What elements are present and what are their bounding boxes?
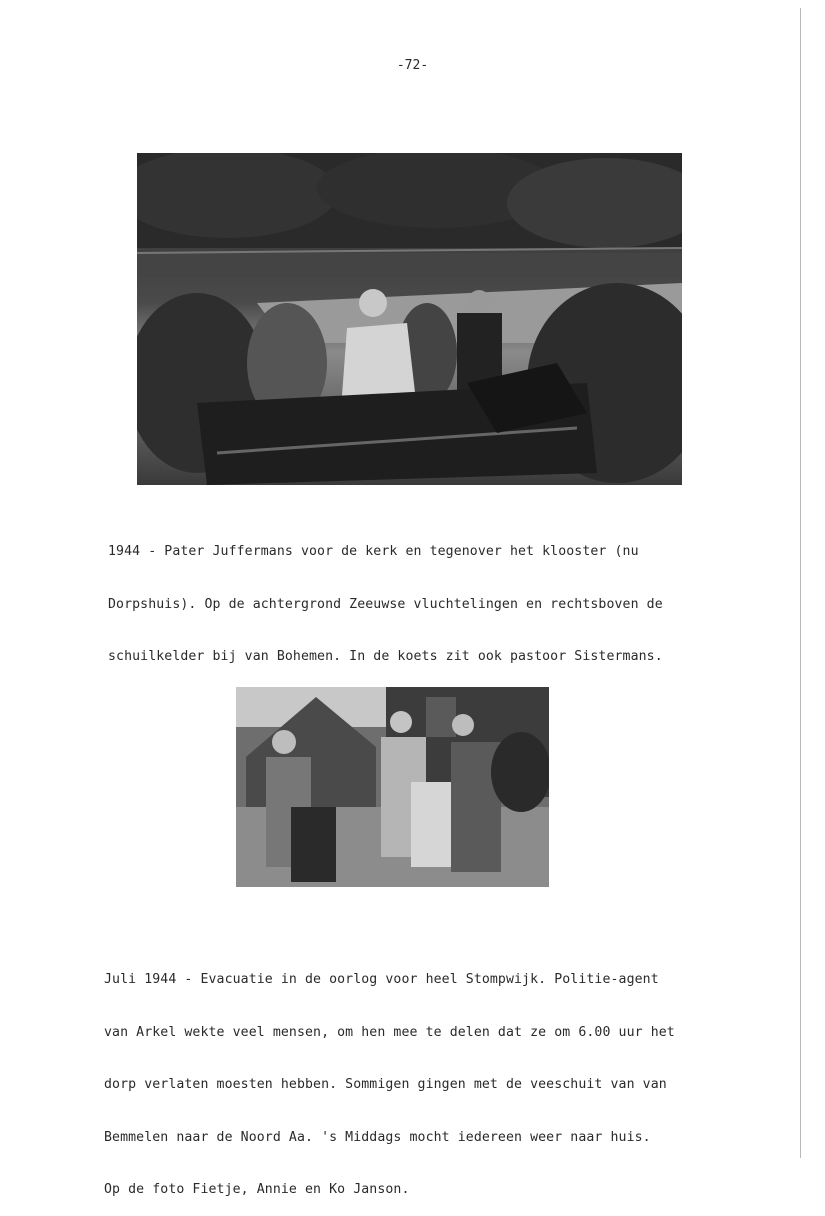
caption-line: van Arkel wekte veel mensen, om hen mee te delen dat ze om 6.00 uur het [104, 1024, 675, 1040]
caption-line: dorp verlaten moesten hebben. Sommigen gingen met de veeschuit van van [104, 1077, 667, 1092]
photo-procession [137, 153, 682, 485]
caption-line: Bemmelen naar de Noord Aa. 's Middags mocht iedereen weer naar huis. [104, 1129, 651, 1145]
caption-photo-2 [104, 936, 675, 1216]
caption-line: Op de foto Fietje, Annie en Ko Janson. [104, 1182, 410, 1197]
caption-photo-1 [108, 508, 663, 683]
caption-line: Juli 1944 - Evacuatie in de oorlog voor heel Stompwijk. Politie-agent [104, 972, 659, 987]
caption-line: Dorpshuis). Op de achtergrond Zeeuwse vluchtelingen en rechtsboven de [108, 596, 663, 612]
caption-line: schuilkelder bij van Bohemen. In de koets zit ook pastoor Sistermans. [108, 649, 663, 664]
photo-evacuation [236, 687, 549, 887]
page-number: -72- [396, 58, 429, 73]
page-edge-rule [800, 8, 801, 1158]
caption-line: 1944 - Pater Juffermans voor de kerk en tegenover het klooster (nu [108, 544, 639, 559]
